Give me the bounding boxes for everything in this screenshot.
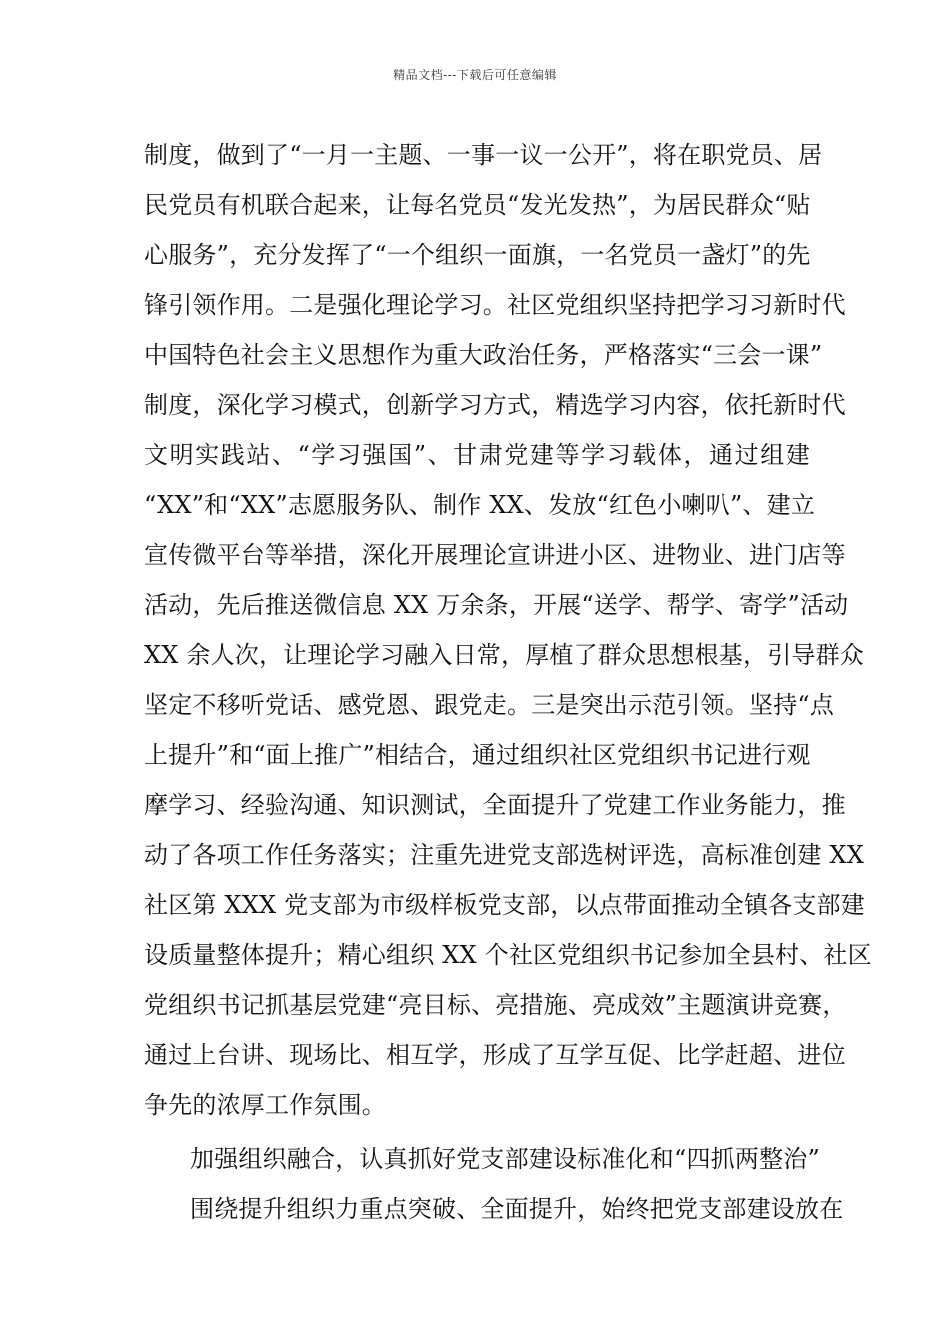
- text-line: “XX”和“XX”志愿服务队、制作 XX、发放“红色小喇叭”、建立: [144, 491, 816, 519]
- paragraph-2: [144, 1184, 844, 1234]
- text-line: 围绕提升组织力重点突破、全面提升，始终把党支部建设放在: [190, 1195, 844, 1223]
- text-line: 文明实践站、“学习强国”、甘肃党建等学习载体，通过组建: [144, 441, 810, 469]
- text-line: 通过上台讲、现场比、相互学，形成了互学互促、比学赶超、进位: [144, 1041, 846, 1069]
- text-line: 摩学习、经验沟通、知识测试，全面提升了党建工作业务能力，推: [144, 791, 846, 819]
- text-line: 动了各项工作任务落实；注重先进党支部选树评选，高标准创建 XX: [144, 841, 864, 869]
- text-line: 制度，深化学习模式，创新学习方式，精选学习内容，依托新时代: [144, 391, 846, 419]
- paragraph-1: [144, 130, 872, 1130]
- text-line: 锋引领作用。二是强化理论学习。社区党组织坚持把学习习新时代: [144, 291, 846, 319]
- text-line: 党组织书记抓基层党建“亮目标、亮措施、亮成效”主题演讲竞赛，: [144, 991, 847, 1019]
- document-body: [144, 130, 872, 1234]
- text-line: 宣传微平台等举措，深化开展理论宣讲进小区、进物业、进门店等: [144, 541, 846, 569]
- text-line: 活动，先后推送微信息 XX 万余条，开展“送学、帮学、寄学”活动: [144, 591, 849, 619]
- text-line: XX 余人次，让理论学习融入日常，厚植了群众思想根基，引导群众: [144, 641, 864, 669]
- text-line: 争先的浓厚工作氛围。: [144, 1091, 386, 1119]
- section-heading: [144, 1134, 820, 1184]
- text-line: 制度，做到了“一月一主题、一事一议一公开”，将在职党员、居: [144, 141, 823, 169]
- text-line: 中国特色社会主义思想作为重大政治任务，严格落实“三会一课”: [144, 341, 823, 369]
- text-line: 民党员有机联合起来，让每名党员“发光发热”，为居民群众“贴: [144, 191, 811, 219]
- section-heading-text: 加强组织融合，认真抓好党支部建设标准化和“四抓两整治”: [190, 1145, 820, 1173]
- text-line: 社区第 XXX 党支部为市级样板党支部，以点带面推动全镇各支部建: [144, 891, 865, 919]
- page-header: 精品文档---下载后可任意编辑: [393, 68, 557, 82]
- text-line: 心服务”，充分发挥了“一个组织一面旗，一名党员一盏灯”的先: [144, 241, 811, 269]
- text-line: 上提升”和“面上推广”相结合，通过组织社区党组织书记进行观: [144, 741, 811, 769]
- text-line: 设质量整体提升；精心组织 XX 个社区党组织书记参加全县村、社区: [144, 941, 872, 969]
- text-line: 坚定不移听党话、感党恩、跟党走。三是突出示范引领。坚持“点: [144, 691, 835, 719]
